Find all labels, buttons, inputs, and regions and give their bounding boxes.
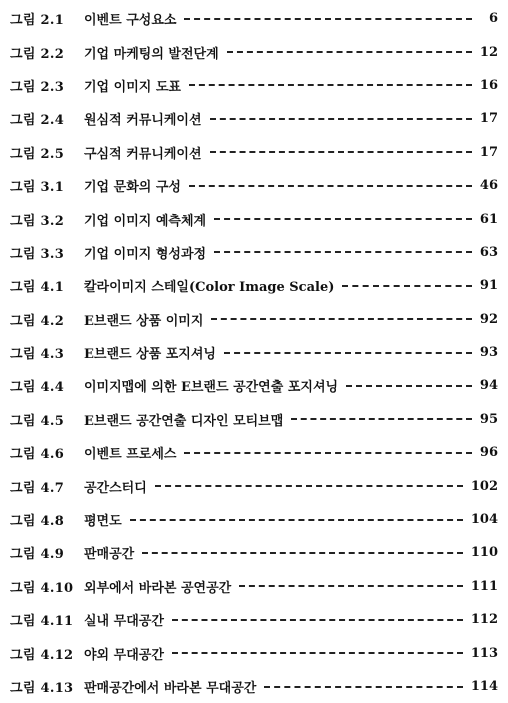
- list-item: [10, 369, 498, 402]
- dot-leader: [130, 519, 463, 523]
- figure-title: 원심적 커뮤니케이션: [84, 113, 202, 129]
- figure-title: 평면도: [84, 514, 122, 530]
- dot-leader: [189, 185, 472, 189]
- figure-label: 그림 3.2: [10, 213, 65, 229]
- page-number: 12: [479, 44, 498, 60]
- page-number: 114: [470, 679, 498, 694]
- dot-leader: [189, 84, 472, 88]
- figure-title: 기업 이미지 예측체계: [84, 213, 207, 229]
- figure-label: 그림 2.3: [10, 79, 65, 95]
- list-item: [10, 670, 498, 703]
- page-number: 111: [470, 578, 498, 594]
- figure-title: 이벤트 프로세스: [84, 447, 177, 463]
- list-item: [10, 336, 498, 369]
- list-item: [10, 503, 498, 536]
- list-item: [10, 236, 498, 269]
- figure-title: 실내 무대공간: [84, 614, 164, 630]
- page-number: 96: [479, 445, 498, 461]
- figure-label: 그림 2.2: [10, 46, 65, 62]
- list-item: [10, 202, 498, 235]
- list-item: [10, 169, 498, 202]
- list-item: [10, 136, 498, 169]
- page-number: 63: [479, 244, 498, 260]
- dot-leader: [210, 151, 472, 155]
- list-item: [10, 570, 498, 603]
- figure-label: 그림 2.5: [10, 146, 65, 162]
- list-item: [10, 69, 498, 102]
- figure-label: 그림 4.13: [10, 681, 74, 696]
- dot-leader: [239, 585, 463, 589]
- page-number: 6: [488, 11, 498, 27]
- figure-title: 이벤트 구성요소: [84, 13, 177, 29]
- list-item: [10, 469, 498, 502]
- dot-leader: [227, 51, 472, 55]
- page-number: 94: [479, 378, 498, 394]
- figure-title: 기업 이미지 도표: [84, 79, 181, 95]
- figure-title: 공간스터디: [84, 480, 147, 496]
- figure-title: 판매공간: [84, 547, 135, 563]
- page-number: 95: [479, 411, 498, 427]
- figure-label: 그림 3.3: [10, 246, 65, 262]
- figure-label: 그림 2.4: [10, 113, 65, 129]
- page-number: 102: [470, 478, 498, 494]
- dot-leader: [172, 652, 463, 656]
- figure-label: 그림 4.6: [10, 447, 65, 463]
- page-number: 92: [479, 311, 498, 327]
- figure-label: 그림 4.12: [10, 647, 74, 663]
- figure-title: E브랜드 공간연출 디자인 모티브맵: [84, 413, 284, 429]
- figure-title: 외부에서 바라본 공연공간: [84, 580, 232, 596]
- figure-label: 그림 4.8: [10, 514, 65, 530]
- figure-title: 기업 문화의 구성: [84, 180, 181, 196]
- dot-leader: [184, 452, 471, 456]
- figure-label: 그림 4.1: [10, 280, 65, 296]
- figure-label: 그림 4.2: [10, 313, 65, 329]
- list-item: [10, 436, 498, 469]
- figure-title: 이미지맵에 의한 E브랜드 공간연출 포지셔닝: [84, 380, 339, 396]
- figure-title: 구심적 커뮤니케이션: [84, 146, 202, 162]
- list-item: [10, 35, 498, 68]
- figure-label: 그림 4.11: [10, 614, 74, 630]
- page-number: 46: [479, 178, 498, 194]
- page-number: 61: [479, 211, 498, 227]
- page-number: 110: [470, 545, 498, 561]
- dot-leader: [172, 619, 463, 623]
- dot-leader: [264, 686, 463, 690]
- figure-label: 그림 3.1: [10, 180, 65, 196]
- dot-leader: [291, 418, 472, 422]
- dot-leader: [142, 552, 463, 556]
- list-item: [10, 536, 498, 569]
- page-number: 91: [479, 278, 498, 294]
- dot-leader: [214, 251, 472, 255]
- figure-title: 판매공간에서 바라본 무대공간: [84, 681, 257, 696]
- figure-label: 그림 4.10: [10, 580, 74, 596]
- figure-label: 그림 4.5: [10, 413, 65, 429]
- figure-title: 기업 마케팅의 발전단계: [84, 46, 219, 62]
- page-number: 16: [479, 77, 498, 93]
- list-item: [10, 303, 498, 336]
- figure-title: 기업 이미지 형성과정: [84, 246, 207, 262]
- list-item: [10, 636, 498, 669]
- page-number: 113: [470, 645, 498, 661]
- figure-title: E브랜드 상품 포지셔닝: [84, 347, 216, 363]
- dot-leader: [211, 318, 471, 322]
- dot-leader: [155, 485, 463, 489]
- page-number: 112: [470, 612, 498, 628]
- list-item: [10, 102, 498, 135]
- figure-label: 그림 4.9: [10, 547, 65, 563]
- figure-label: 그림 4.4: [10, 380, 65, 396]
- page-number: 17: [479, 111, 498, 127]
- dot-leader: [224, 352, 472, 356]
- page-number: 93: [479, 345, 498, 361]
- figure-label: 그림 4.7: [10, 480, 65, 496]
- list-item: [10, 603, 498, 636]
- list-item: [10, 403, 498, 436]
- dot-leader: [184, 18, 472, 22]
- dot-leader: [342, 285, 472, 289]
- figure-label: 그림 4.3: [10, 347, 65, 363]
- figure-label: 그림 2.1: [10, 13, 65, 29]
- figure-title: E브랜드 상품 이미지: [84, 313, 204, 329]
- dot-leader: [346, 385, 472, 389]
- list-item: [10, 2, 498, 35]
- figure-title: 칼라이미지 스테일(Color Image Scale): [84, 280, 335, 296]
- page-number: 104: [470, 512, 498, 528]
- figure-list: [10, 2, 498, 703]
- list-item: [10, 269, 498, 302]
- dot-leader: [214, 218, 472, 222]
- page-number: 17: [479, 144, 498, 160]
- dot-leader: [210, 118, 472, 122]
- figure-title: 야외 무대공간: [84, 647, 164, 663]
